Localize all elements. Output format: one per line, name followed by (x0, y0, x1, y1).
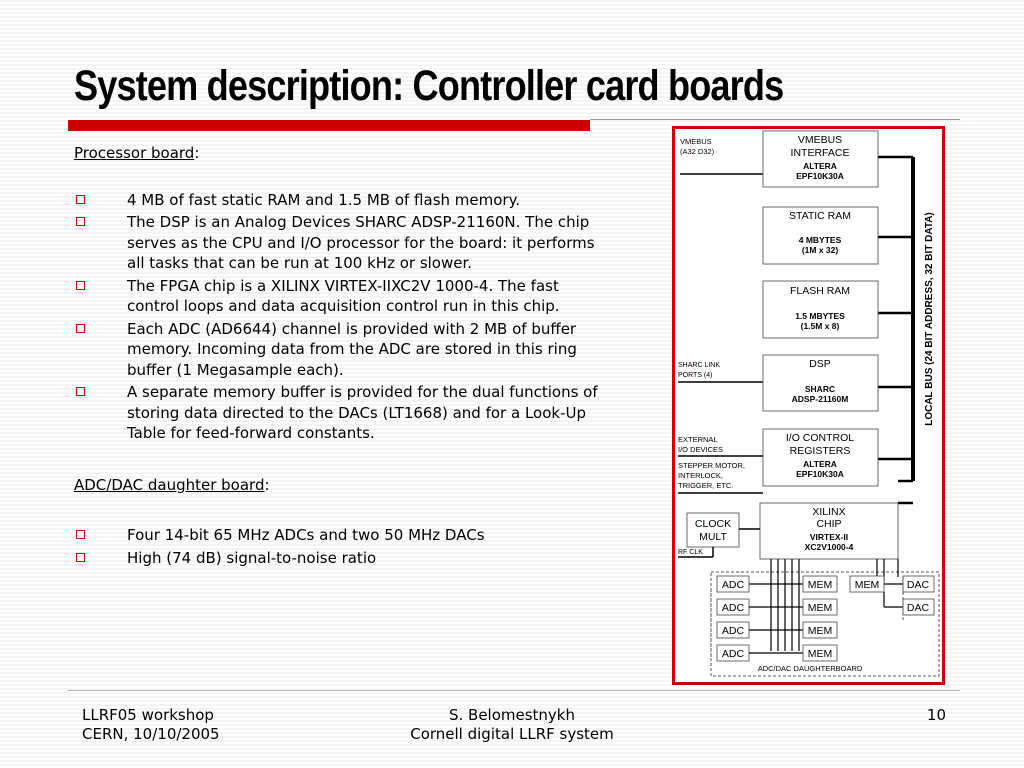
slide-number: 10 (926, 706, 946, 724)
flash-ram-label: 1.5 MBYTES (795, 311, 845, 321)
flash-ram-label: FLASH RAM (789, 285, 851, 297)
xilinx-label: CHIP (816, 518, 842, 530)
adc-dac-bullet-list (74, 525, 604, 568)
static-ram-label: 4 MBYTES (798, 235, 842, 245)
static-ram-label: STATIC RAM (788, 210, 852, 222)
mem-label: MEM (854, 579, 880, 591)
flash-ram-label: (1.5M x 8) (800, 321, 840, 331)
stepper-label: INTERLOCK, (678, 471, 724, 480)
external-io-label: EXTERNAL (678, 435, 718, 444)
vmebus-interface-label: VMEBUS (797, 134, 843, 146)
bullet-item: The DSP is an Analog Devices SHARC ADSP-21160N. The chip serves as the CPU and I/O processor for the board: it performs all tasks that can be run at 100 kHz or slower. (74, 212, 604, 274)
local-bus-label: LOCAL BUS (24 BIT ADDRESS, 32 BIT DATA) (924, 212, 935, 426)
footer-event-date: CERN, 10/10/2005 (82, 725, 220, 743)
footer-event (82, 706, 220, 744)
clock-mult-label: CLOCK (694, 518, 732, 530)
io-control-label: I/O CONTROL (785, 432, 855, 444)
stepper-label: TRIGGER, ETC. (678, 481, 734, 490)
adc-label: ADC (721, 602, 745, 614)
dsp-label: SHARC (804, 384, 836, 394)
block-diagram (672, 126, 945, 685)
vmebus-interface-label: INTERFACE (790, 147, 850, 159)
title-underline-rule (590, 119, 960, 120)
square-bullet-icon (76, 217, 85, 226)
io-control-label: REGISTERS (789, 445, 851, 457)
square-bullet-icon (76, 281, 85, 290)
sharc-link-label: SHARC LINK (678, 362, 721, 369)
clock-mult-label: MULT (699, 531, 727, 543)
square-bullet-icon (76, 324, 85, 333)
vmebus-interface-label: EPF10K30A (796, 171, 844, 181)
mem-label: MEM (807, 625, 833, 637)
rf-clk-label: RF CLK (678, 549, 703, 556)
vmebus-interface-label: ALTERA (803, 161, 837, 171)
footer-author-name: S. Belomestnykh (448, 706, 576, 724)
external-io-label: I/O DEVICES (678, 445, 724, 454)
bullet-item: The FPGA chip is a XILINX VIRTEX-IIXC2V 1000-4. The fast control loops and data acquisition control run in this chip. (74, 276, 604, 317)
bullet-item: A separate memory buffer is provided for the dual functions of storing data directed to the DACs (LT1668) and for a Look-Up Table for feed-forward constants. (74, 382, 604, 444)
slide-title: System description: Controller card boards (74, 62, 784, 110)
sharc-link-label: PORTS (4) (678, 372, 713, 379)
bullet-item: 4 MB of fast static RAM and 1.5 MB of flash memory. (74, 190, 604, 211)
square-bullet-icon (76, 195, 85, 204)
daughterboard-label: ADC/DAC DAUGHTERBOARD (757, 664, 863, 673)
footer-rule (68, 690, 960, 691)
io-control-label: ALTERA (803, 459, 837, 469)
square-bullet-icon (76, 530, 85, 539)
block-diagram-svg (675, 129, 942, 682)
dac-label: DAC (906, 602, 930, 614)
xilinx-label: XILINX (812, 506, 846, 518)
square-bullet-icon (76, 387, 85, 396)
adc-label: ADC (721, 625, 745, 637)
processor-heading: Processor board: (74, 144, 200, 162)
footer-author (380, 706, 644, 744)
slide-body (74, 143, 604, 570)
xilinx-label: VIRTEX-II (809, 532, 849, 542)
bullet-item: Four 14-bit 65 MHz ADCs and two 50 MHz DACs (74, 525, 604, 546)
stepper-label: STEPPER MOTOR, (678, 461, 745, 470)
dsp-label: ADSP-21160M (791, 394, 849, 404)
mem-label: MEM (807, 602, 833, 614)
static-ram-label: (1M x 32) (801, 245, 839, 255)
adc-label: ADC (721, 648, 745, 660)
footer-event-name: LLRF05 workshop (82, 706, 214, 724)
footer-talk-title: Cornell digital LLRF system (410, 725, 614, 743)
dsp-label: DSP (809, 358, 831, 370)
mem-label: MEM (807, 579, 833, 591)
adc-label: ADC (721, 579, 745, 591)
bullet-item: Each ADC (AD6644) channel is provided with 2 MB of buffer memory. Incoming data from the ADC are stored in this ring buffer (1 Megasample each). (74, 319, 604, 381)
title-underline-bar (68, 120, 590, 131)
adc-dac-heading: ADC/DAC daughter board: (74, 475, 270, 494)
bullet-item: High (74 dB) signal-to-noise ratio (74, 548, 604, 569)
mem-label: MEM (807, 648, 833, 660)
processor-bullet-list (74, 190, 604, 444)
square-bullet-icon (76, 553, 85, 562)
io-control-label: EPF10K30A (796, 469, 844, 479)
xilinx-label: XC2V1000-4 (804, 542, 854, 552)
dac-label: DAC (906, 579, 930, 591)
vmebus-label: VMEBUS (680, 137, 712, 146)
vmebus-label: (A32 D32) (680, 147, 715, 156)
